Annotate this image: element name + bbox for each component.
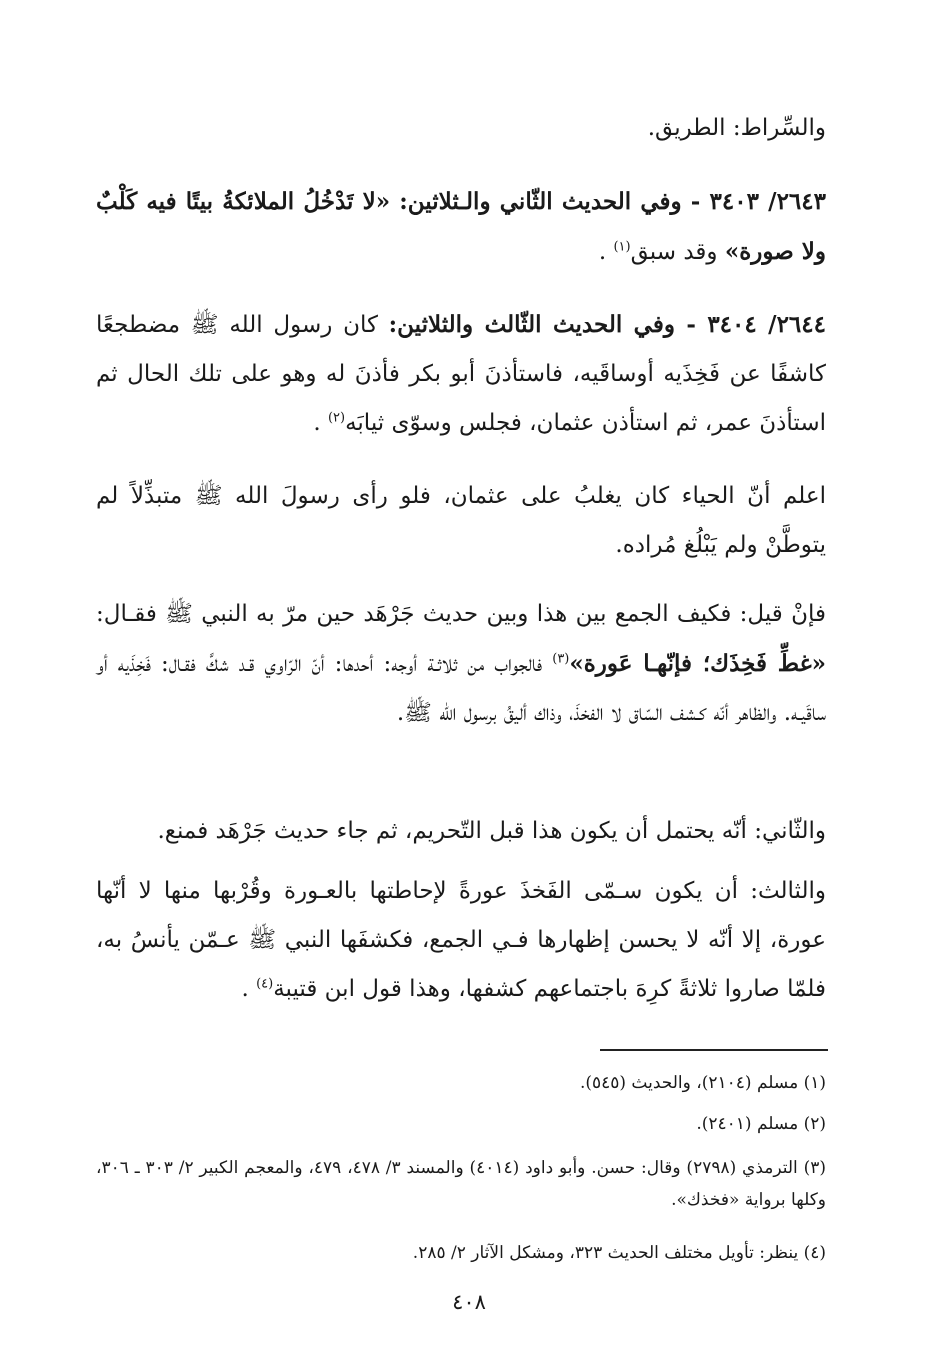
paragraph-text: فالجواب من ثلاثـة أوجه: أحدها: أنّ الرّاوي قـد شكَّ فقـال: فَخِذَيه أو ساقَيـه. والظاهر أنّه كـشف السّاق لا الفخذَ، وذاك أليقُ برسول الله ﷺ.	[96, 651, 826, 726]
paragraph-text: والثالث: أن يكون سـمّى الفَخذَ عورةً لإحاطتها بالعـورة وقُرْبها منها لا أنّها عورة، إلا أنّه لا يحسن إظهارها فـي الجمع، فكشفَها النبي ﷺ عـمّن يأنسُ به، فلمّا صاروا ثلاثةً كرِهَ باجتماعهم كشفها، وهذا قول ابن قتيبة	[96, 878, 826, 1002]
paragraph-third-answer: والثالث: أن يكون سـمّى الفَخذَ عورةً لإحاطتها بالعـورة وقُرْبها منها لا أنّها عورة، إلا أنّه لا يحسن إظهارها فـي الجمع، فكشفَها النبي ﷺ عـمّن يأنسُ به، فلمّا صاروا ثلاثةً كرِهَ باجتماعهم كشفها، وهذا قول ابن قتيبة$^{(٤)}$ .	[96, 878, 826, 1002]
paragraph-text: والثّاني: أنّه يحتمل أن يكون هذا قبل التّحريم، ثم جاء حديث جَرْهَد فمنع.	[157, 818, 826, 844]
footnote-ref-4[interactable]: (٤)	[256, 976, 274, 992]
hadith-entry-3404: ٢٦٤٤/ ٣٤٠٤ - وفي الحديث الثّالث والثلاثين: كان رسول الله ﷺ مضطجعًا كاشفًا عن فَخِذَيه أوساقَيه، فاستأذنَ أبو بكر فأذنَ له وهو على تلك الحال ثم استأذنَ عمر، ثم استأذن عثمان، فجلس وسوّى ثيابَه$^{(٢)}$ .	[96, 311, 826, 436]
paragraph-second-answer	[96, 807, 826, 856]
paragraph-commentary-uthman	[96, 472, 826, 570]
paragraph-text: اعلم أنّ الحياء كان يغلبُ على عثمان، فلو رأى رسولَ الله ﷺ متبذِّلاً لم يتوطَّنْ ولم يَبْلُغ مُراده.	[96, 483, 826, 558]
paragraph-text: كان رسول الله ﷺ مضطجعًا كاشفًا عن فَخِذَيه أوساقَيه، فاستأذنَ أبو بكر فأذنَ له وهو على تلك الحال ثم استأذنَ عمر، ثم استأذن عثمان، فجلس وسوّى ثيابَه	[96, 312, 826, 436]
paragraph-text: وقد سبق	[630, 239, 725, 265]
footnote-3: (٣) الترمذي (٢٧٩٨) وقال: حسن. وأبو داود (٤٠١٤) والمسند ٣/ ٤٧٨، ٤٧٩، والمعجم الكبير ٢/ ٣٠٣ ـ ٣٠٦، وكلها برواية «فخذك».	[96, 1158, 827, 1210]
footnote-ref-1[interactable]: (١)	[613, 239, 631, 255]
paragraph-sirat-definition	[96, 104, 826, 153]
page-number: ٤٠٨	[452, 1290, 486, 1314]
footnote-separator	[600, 1049, 828, 1051]
footnote-ref-3[interactable]: (٣)	[552, 651, 570, 667]
paragraph-text: فإنْ قيل: فكيف الجمع بين هذا وبين حديث جَرْهَد حين مرّ به النبي ﷺ فقـال:	[96, 601, 826, 627]
footnote-2: (٢) مسلم (٢٤٠١).	[696, 1114, 826, 1134]
paragraph-objection-jarhad	[96, 590, 826, 738]
hadith-entry-3403: ٢٦٤٣/ ٣٤٠٣ - وفي الحديث الثّاني والـثلاثين: «لا تَدْخُلُ الملائكةُ بيتًا فيه كَلْبٌ ولا صورة» وقد سبق$^{(١)}$ .	[96, 188, 826, 265]
hadith-heading: ٢٦٤٣/ ٣٤٠٣ - وفي الحديث الثّاني والـثلاثين: «لا تَدْخُلُ الملائكةُ بيتًا فيه كَلْبٌ ولا صورة»	[96, 188, 826, 265]
footnote-ref-2[interactable]: (٢)	[327, 410, 346, 426]
hadith-heading: ٢٦٤٤/ ٣٤٠٤ - وفي الحديث الثّالث والثلاثين:	[388, 311, 826, 338]
paragraph-text: والسِّراط: الطريق.	[647, 115, 826, 141]
footnote-1: (١) مسلم (٢١٠٤)، والحديث (٥٤٥).	[579, 1073, 826, 1093]
footnote-4: (٤) ينظر: تأويل مختلف الحديث ٣٢٣، ومشكل الآثار ٢/ ٢٨٥.	[412, 1243, 826, 1263]
hadith-quote: «غطِّ فَخِذَك؛ فإنّهـا عَورة»	[569, 650, 827, 677]
